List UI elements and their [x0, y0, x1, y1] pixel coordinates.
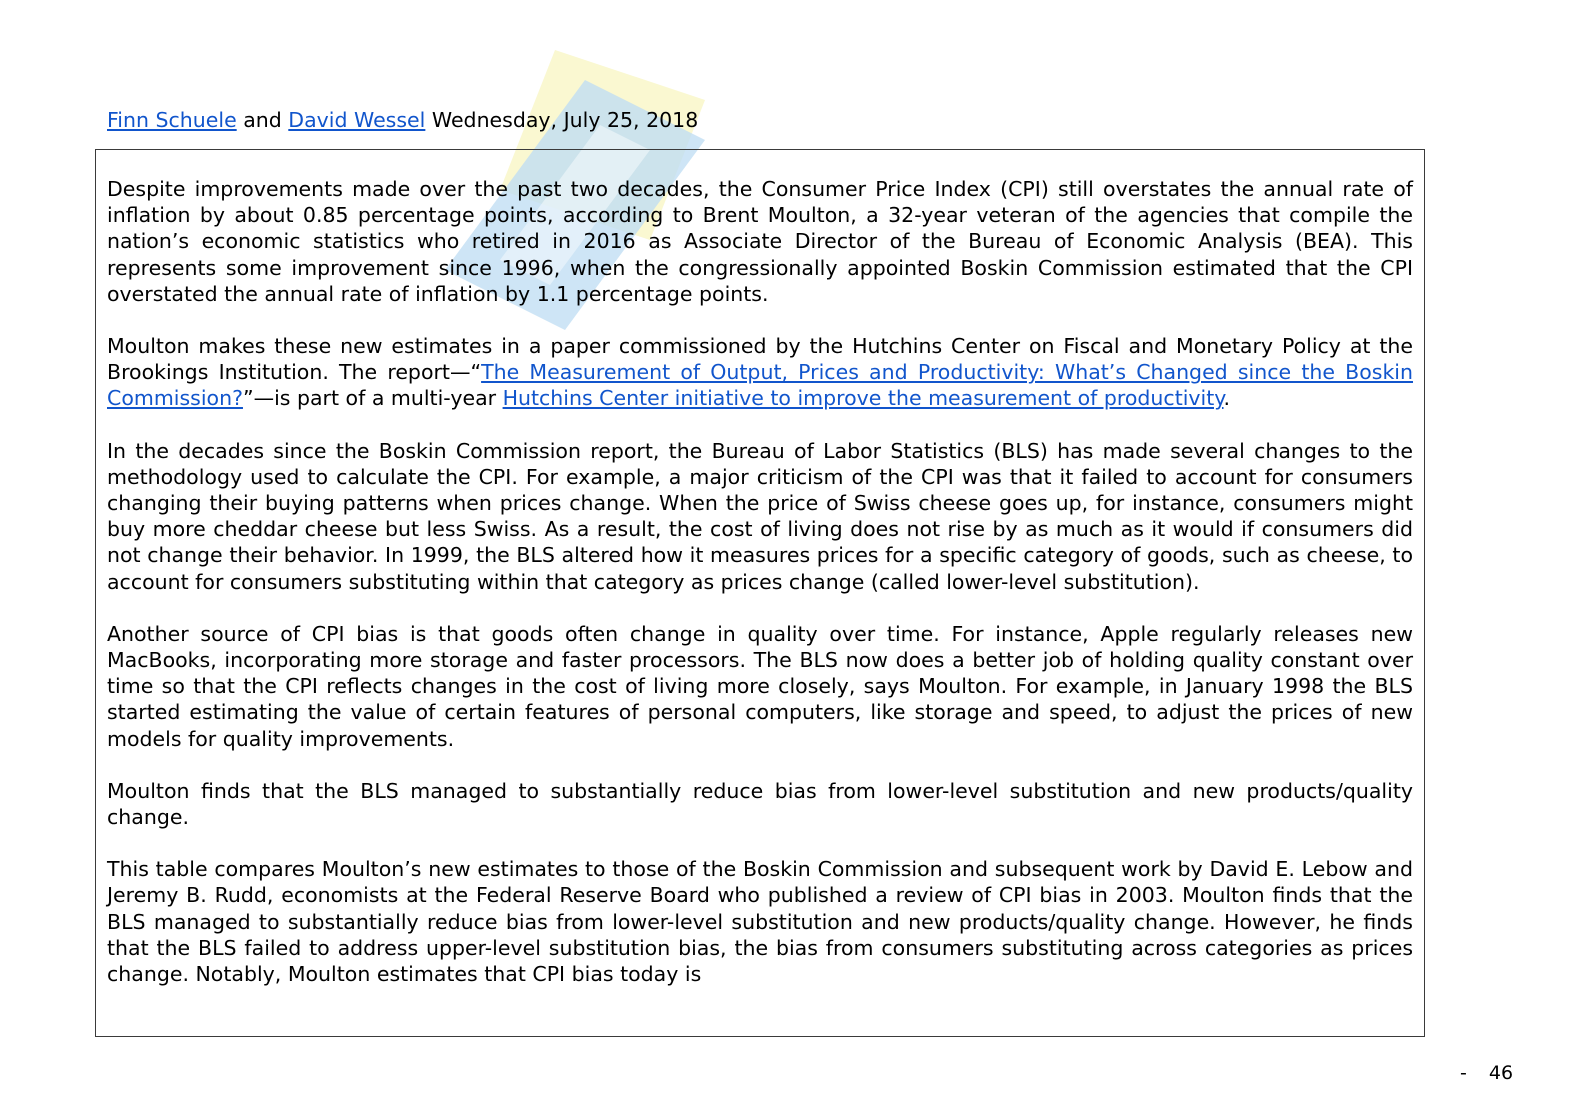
- paragraph-2-middle: ”—is part of a multi-year: [242, 386, 503, 411]
- page-number: 46: [1488, 1062, 1514, 1084]
- paragraph-3: In the decades since the Boskin Commission report, the Bureau of Labor Statistics (BLS) has made several changes to the methodology used to calculate the CPI. For example, a major criticism of the CPI was that it failed to account for consumers changing their buying patterns when prices change. When the price of Swiss cheese goes up, for instance, consumers might buy more cheddar cheese but less Swiss. As a result, the cost of living does not rise by as much as it would if consumers did not change their behavior. In 1999, the BLS altered how it measures prices for a specific category of goods, such as cheese, to account for consumers substituting within that category as prices change (called lower-level substitution).: [107, 438, 1413, 594]
- author-link-david-wessel[interactable]: David Wessel: [288, 108, 426, 132]
- article-frame: [95, 149, 1425, 1037]
- hutchins-initiative-link[interactable]: Hutchins Center initiative to improve the measurement of productivity: [502, 386, 1224, 411]
- paragraph-2: [107, 333, 1413, 412]
- paragraph-2-end: .: [1223, 386, 1231, 411]
- report-link[interactable]: The Measurement of Output, Prices and Productivity: What’s Changed since the Boskin Commission?: [107, 360, 1413, 411]
- paragraph-1: Despite improvements made over the past two decades, the Consumer Price Index (CPI) still overstates the annual rate of inflation by about 0.85 percentage points, according to Brent Moulton, a 32-year veteran of the agencies that compile the nation’s economic statistics who retired in 2016 as Associate Director of the Bureau of Economic Analysis (BEA). This represents some improvement since 1996, when the congressionally appointed Boskin Commission estimated that the CPI overstated the annual rate of inflation by 1.1 percentage points.: [107, 177, 1413, 306]
- article-body: [107, 176, 1413, 1013]
- footer-dash: -: [1460, 1062, 1467, 1084]
- paragraph-4: Another source of CPI bias is that goods often change in quality over time. For instance, Apple regularly releases new MacBooks, incorporating more storage and faster processors. The BLS now does a better job of holding quality constant over time so that the CPI reflects changes in the cost of living more closely, says Moulton. For example, in January 1998 the BLS started estimating the value of certain features of personal computers, like storage and speed, to adjust the prices of new models for quality improvements.: [107, 621, 1413, 751]
- byline-conjunction: and: [236, 108, 289, 132]
- byline-date: Wednesday, July 25, 2018: [425, 108, 699, 132]
- paragraph-6: This table compares Moulton’s new estimates to those of the Boskin Commission and subsequent work by David E. Lebow and Jeremy B. Rudd, economists at the Federal Reserve Board who published a review of CPI bias in 2003. Moulton finds that the BLS managed to substantially reduce bias from lower-level substitution and new products/quality change. However, he finds that the BLS failed to address upper-level substitution bias, the bias from consumers substituting across categories as prices change. Notably, Moulton estimates that CPI bias today is: [107, 857, 1413, 987]
- author-link-finn-schuele[interactable]: Finn Schuele: [107, 108, 237, 132]
- byline: [107, 107, 698, 133]
- paragraph-5: Moulton finds that the BLS managed to substantially reduce bias from lower-level substitution and new products/quality change.: [107, 778, 1413, 830]
- paragraph-2-intro: Moulton makes these new estimates in a paper commissioned by the Hutchins Center on Fiscal and Monetary Policy at the Brookings Institution. The report—“: [107, 334, 1413, 385]
- page-footer: [1460, 1061, 1513, 1085]
